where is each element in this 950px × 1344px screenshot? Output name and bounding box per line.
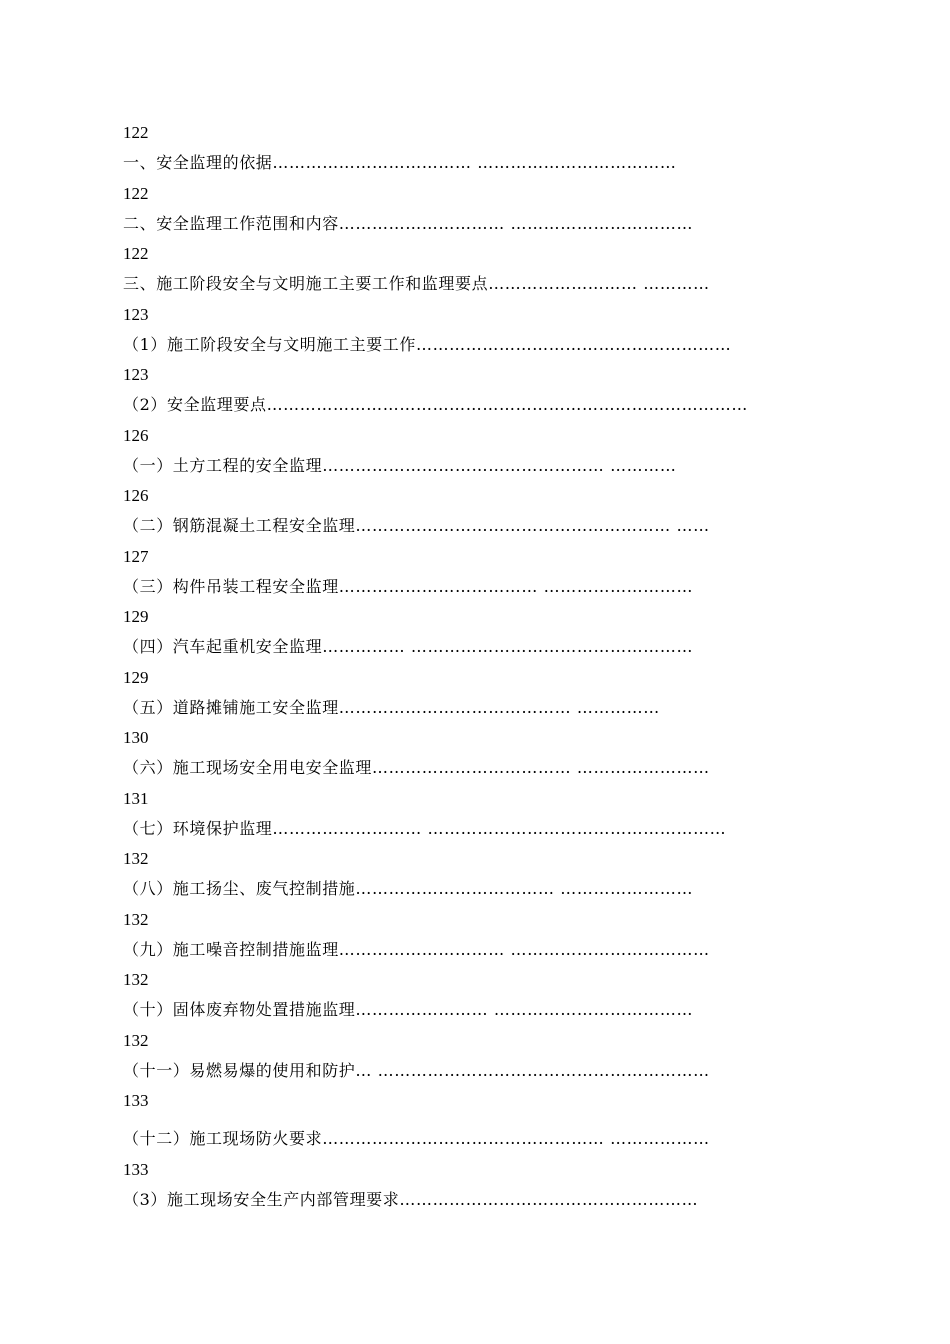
toc-page-number: 132 [123,970,149,989]
table-of-contents [123,118,828,1215]
toc-entry: 二、安全监理工作范围和内容………………………… …………………………… [123,213,694,233]
toc-page-number: 122 [123,183,149,203]
toc-entry: （2）安全监理要点…………………………………………………………………………… [123,395,748,414]
toc-page-number: 126 [123,486,149,505]
toc-entry: （八）施工扬尘、废气控制措施……………………………… …………………… [123,879,694,898]
toc-page-number: 122 [123,123,149,142]
toc-entry: （六）施工现场安全用电安全监理……………………………… …………………… [123,758,710,777]
toc-entry: （二）钢筋混凝土工程安全监理………………………………………………… …… [123,516,710,535]
toc-page-number: 129 [123,607,149,626]
toc-entry: （1）施工阶段安全与文明施工主要工作………………………………………………… [123,334,732,354]
toc-entry: 三、施工阶段安全与文明施工主要工作和监理要点……………………… ………… [123,274,710,293]
toc-page-number: 123 [123,304,149,324]
toc-page-number: 131 [123,788,149,808]
toc-entry: （一）土方工程的安全监理…………………………………………… ………… [123,455,677,475]
toc-page-number: 123 [123,365,149,384]
toc-entry: （四）汽车起重机安全监理…………… …………………………………………… [123,637,694,656]
toc-page-number: 126 [123,425,149,445]
toc-page-number: 130 [123,728,149,747]
toc-page-number: 122 [123,244,149,263]
toc-page-number: 132 [123,849,149,868]
toc-page-number: 133 [123,1091,149,1110]
toc-page-number: 132 [123,909,149,929]
toc-entry: （十二）施工现场防火要求…………………………………………… ……………… [123,1129,710,1148]
toc-page-number: 127 [123,546,149,566]
toc-page-number: 133 [123,1159,149,1179]
toc-entry: （五）道路摊铺施工安全监理…………………………………… …………… [123,697,660,717]
toc-entry: （九）施工噪音控制措施监理………………………… ……………………………… [123,939,710,959]
toc-entry: 一、安全监理的依据……………………………… ……………………………… [123,153,677,172]
toc-entry: （七）环境保护监理……………………… ……………………………………………… [123,818,727,838]
toc-entry: （3）施工现场安全生产内部管理要求……………………………………………… [123,1189,699,1209]
toc-entry: （三）构件吊装工程安全监理……………………………… ……………………… [123,576,694,596]
toc-page-number: 132 [123,1030,149,1050]
toc-entry: （十）固体废弃物处置措施监理…………………… ……………………………… [123,1000,694,1019]
toc-entry: （十一）易燃易爆的使用和防护… …………………………………………………… [123,1060,710,1080]
toc-page-number: 129 [123,667,149,687]
